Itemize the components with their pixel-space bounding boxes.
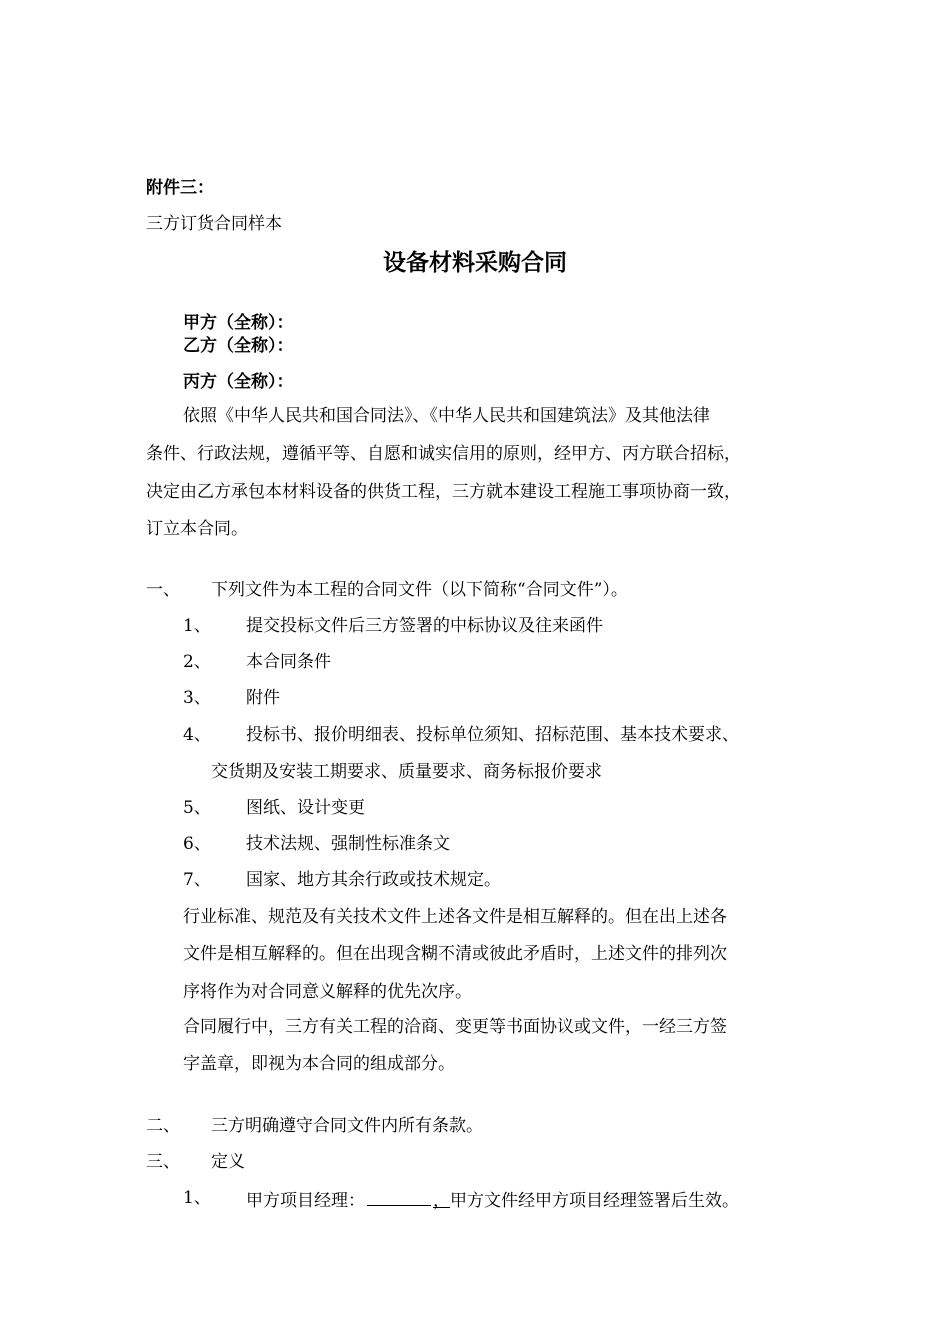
section-1-number: 一、 (146, 580, 180, 600)
party-b-label: 乙方（全称）： (183, 336, 294, 356)
list-item-text-continuation: 交货期及安装工期要求、质量要求、商务标报价要求 (211, 762, 602, 782)
definition-item (246, 1187, 739, 1212)
list-item-number: 4、 (183, 725, 211, 745)
list-item-text: 技术法规、强制性标准条文 (246, 834, 450, 854)
section-2-number: 二、 (146, 1116, 180, 1136)
contract-title: 设备材料采购合同 (383, 250, 567, 276)
document-subtitle: 三方订货合同样本 (146, 214, 282, 234)
list-item-number: 3、 (183, 688, 211, 708)
paragraph-line: 字盖章，即视为本合同的组成部分。 (183, 1054, 455, 1074)
list-item-text: 图纸、设计变更 (246, 798, 365, 818)
project-manager-label: 甲方项目经理： (246, 1191, 365, 1211)
paragraph-line: 合同履行中，三方有关工程的洽商、变更等书面协议或文件，一经三方签 (183, 1017, 727, 1037)
paragraph-line: 行业标准、规范及有关技术文件上述各文件是相互解释的。但在出上述各 (183, 907, 727, 927)
section-1-heading: 下列文件为本工程的合同文件（以下简称“合同文件”）。 (211, 580, 628, 600)
party-a-label: 甲方（全称）： (183, 313, 294, 333)
preamble-line: 决定由乙方承包本材料设备的供货工程，三方就本建设工程施工事项协商一致， (146, 482, 741, 502)
comma: ， (433, 1191, 450, 1211)
paragraph-line: 序将作为对合同意义解释的优先次序。 (183, 982, 472, 1002)
section-3-number: 三、 (146, 1152, 180, 1172)
list-item-text: 投标书、报价明细表、投标单位须知、招标范围、基本技术要求、 (246, 725, 739, 745)
list-item-number: 7、 (183, 870, 211, 890)
party-c-label: 丙方（全称）： (183, 372, 294, 392)
preamble-line: 条件、行政法规，遵循平等、自愿和诚实信用的原则，经甲方、丙方联合招标， (146, 444, 741, 464)
list-item-number: 6、 (183, 834, 211, 854)
list-item-text: 附件 (246, 688, 280, 708)
attachment-label: 附件三： (146, 178, 214, 198)
paragraph-line: 文件是相互解释的。但在出现含糊不清或彼此矛盾时，上述文件的排列次 (183, 944, 727, 964)
preamble-line: 订立本合同。 (146, 519, 248, 539)
project-manager-blank (367, 1187, 431, 1206)
list-item-number: 2、 (183, 652, 211, 672)
section-2-heading: 三方明确遵守合同文件内所有条款。 (211, 1116, 483, 1136)
list-item-number: 1、 (183, 616, 211, 636)
list-item-text: 提交投标文件后三方签署的中标协议及往来函件 (246, 616, 603, 636)
list-item-text: 国家、地方其余行政或技术规定。 (246, 870, 501, 890)
list-item-text: 本合同条件 (246, 652, 331, 672)
list-item-number: 5、 (183, 798, 211, 818)
preamble-line: 依照《中华人民共和国合同法》、《中华人民共和国建筑法》及其他法律 (183, 406, 710, 426)
definition-text: 甲方文件经甲方项目经理签署后生效。 (450, 1191, 739, 1211)
section-3-heading: 定义 (211, 1152, 245, 1172)
definition-item-number: 1、 (183, 1188, 211, 1208)
